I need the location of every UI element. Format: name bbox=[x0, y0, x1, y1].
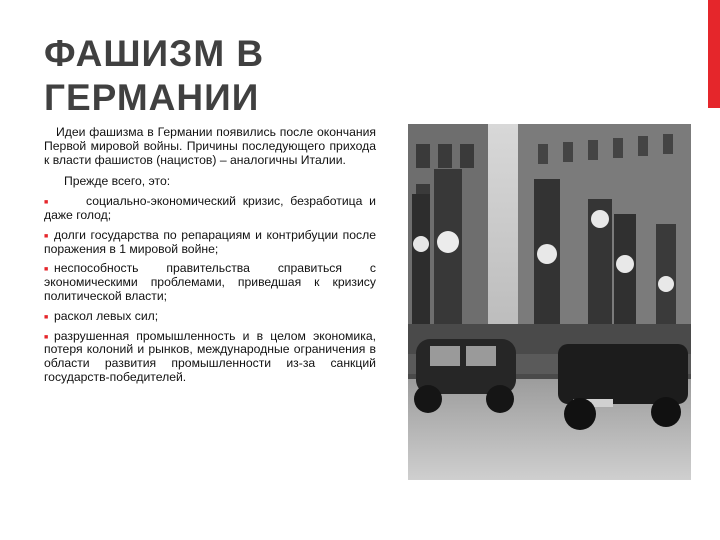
bullet-text: социально-экономический кризис, безработица и даже голод; bbox=[44, 194, 376, 222]
list-item bbox=[44, 330, 376, 385]
historical-photo-icon bbox=[408, 124, 691, 480]
accent-bar bbox=[708, 0, 720, 108]
intro-paragraph: Идеи фашизма в Германии появились после окончания Первой мировой войны. Причины последующего прихода к власти фашистов (нацистов) – аналогичны Италии. bbox=[44, 125, 376, 167]
bullet-text: разрушенная промышленность и в целом экономика, потеря колоний и рынков, международные ограничения в области развития промышленности из-за санкций государств-победителей. bbox=[44, 328, 376, 384]
bullet-text: раскол левых сил; bbox=[54, 308, 159, 323]
lead-text: Прежде всего, это: bbox=[64, 174, 171, 189]
list-item bbox=[44, 262, 376, 303]
historical-photo bbox=[408, 124, 691, 480]
list-item bbox=[44, 310, 376, 324]
bullet-square-icon: ■ bbox=[44, 232, 49, 240]
bullet-square-icon: ■ bbox=[44, 266, 49, 274]
bullet-square-icon: ■ bbox=[44, 313, 49, 321]
slide-title: ФАШИЗМ В ГЕРМАНИИ bbox=[44, 33, 265, 118]
slide-body bbox=[44, 126, 376, 391]
bullet-square-icon: ■ bbox=[44, 333, 49, 341]
bullet-text: неспособность правительства справиться с экономическими проблемами, приведшая к кризису политической власти; bbox=[44, 261, 376, 303]
bullet-square-icon: ■ bbox=[44, 199, 49, 207]
list-item bbox=[44, 195, 376, 223]
list-item bbox=[44, 229, 376, 257]
bullet-text: долги государства по репарациям и контрибуции после поражения в 1 мировой войне; bbox=[44, 227, 376, 256]
